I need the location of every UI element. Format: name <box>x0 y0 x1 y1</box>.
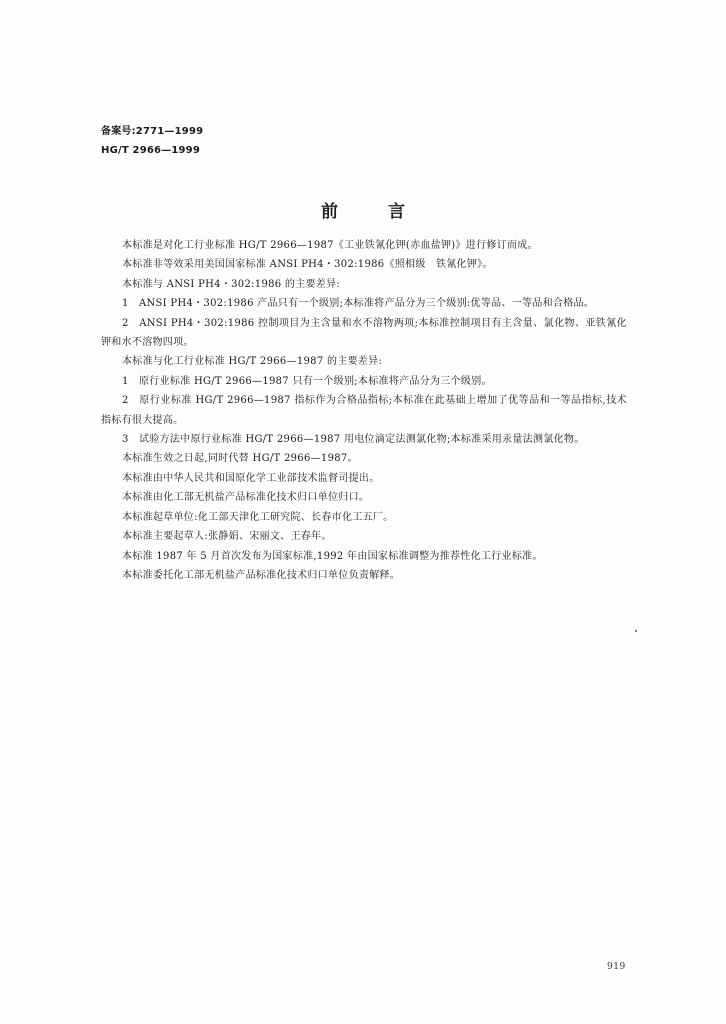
paragraph: 本标准非等效采用美国国家标准 ANSI PH4・302:1986《照相级 铁氰化钾》。 <box>122 259 493 271</box>
paragraph: 3 试验方法中原行业标准 HG/T 2966—1987 用电位滴定法测氯化物;本标准采用汞量法测氯化物。 <box>122 434 585 446</box>
paragraph: 本标准由中华人民共和国原化学工业部技术监督司提出。 <box>122 472 380 484</box>
paragraph: 本标准与化工行业标准 HG/T 2966—1987 的主要差异: <box>122 356 383 368</box>
section-title: 前言 <box>321 202 455 222</box>
paragraph: 2 ANSI PH4・302:1986 控制项目为主含量和水不溶物两项;本标准控制项目有主含量、氯化物、亚铁氰化钾和水不溶物四项。 <box>101 317 627 349</box>
paragraph: 1 ANSI PH4・302:1986 产品只有一个级别;本标准将产品分为三个级别:优等品、一等品和合格品。 <box>122 298 595 310</box>
paragraph: 本标准委托化工部无机盐产品标准化技术归口单位负责解释。 <box>122 569 401 581</box>
record-number: 备案号:2771—1999 <box>101 126 204 137</box>
paragraph: 本标准与 ANSI PH4・302:1986 的主要差异: <box>122 278 341 290</box>
paragraph: 本标准起草单位:化工部天津化工研究院、长春市化工五厂。 <box>122 511 394 523</box>
paragraph: 本标准是对化工行业标准 HG/T 2966—1987《工业铁氰化钾(赤血盐钾)》进行修订而成。 <box>122 240 538 251</box>
document-header <box>101 122 203 160</box>
paragraph: 1 原行业标准 HG/T 2966—1987 只有一个级别;本标准将产品分为三个级别。 <box>122 375 492 387</box>
paragraph: 2 原行业标准 HG/T 2966—1987 指标作为合格品指标;本标准在此基础上增加了优等品和一等品指标,技术指标有很大提高。 <box>101 395 627 426</box>
paragraph: 本标准生效之日起,同时代替 HG/T 2966—1987。 <box>122 453 358 465</box>
page-number: 919 <box>607 962 626 972</box>
paragraph: 本标准由化工部无机盐产品标准化技术归口单位归口。 <box>122 492 370 504</box>
scan-speck <box>635 630 637 632</box>
paragraph: 本标准主要起草人:张静娟、宋丽文、王春年。 <box>122 531 332 543</box>
foreword-body <box>101 236 627 585</box>
standard-code: HG/T 2966—1999 <box>101 145 200 156</box>
paragraph: 本标准 1987 年 5 月首次发布为国家标准,1992 年由国家标准调整为推荐性化工行业标准。 <box>122 550 543 562</box>
